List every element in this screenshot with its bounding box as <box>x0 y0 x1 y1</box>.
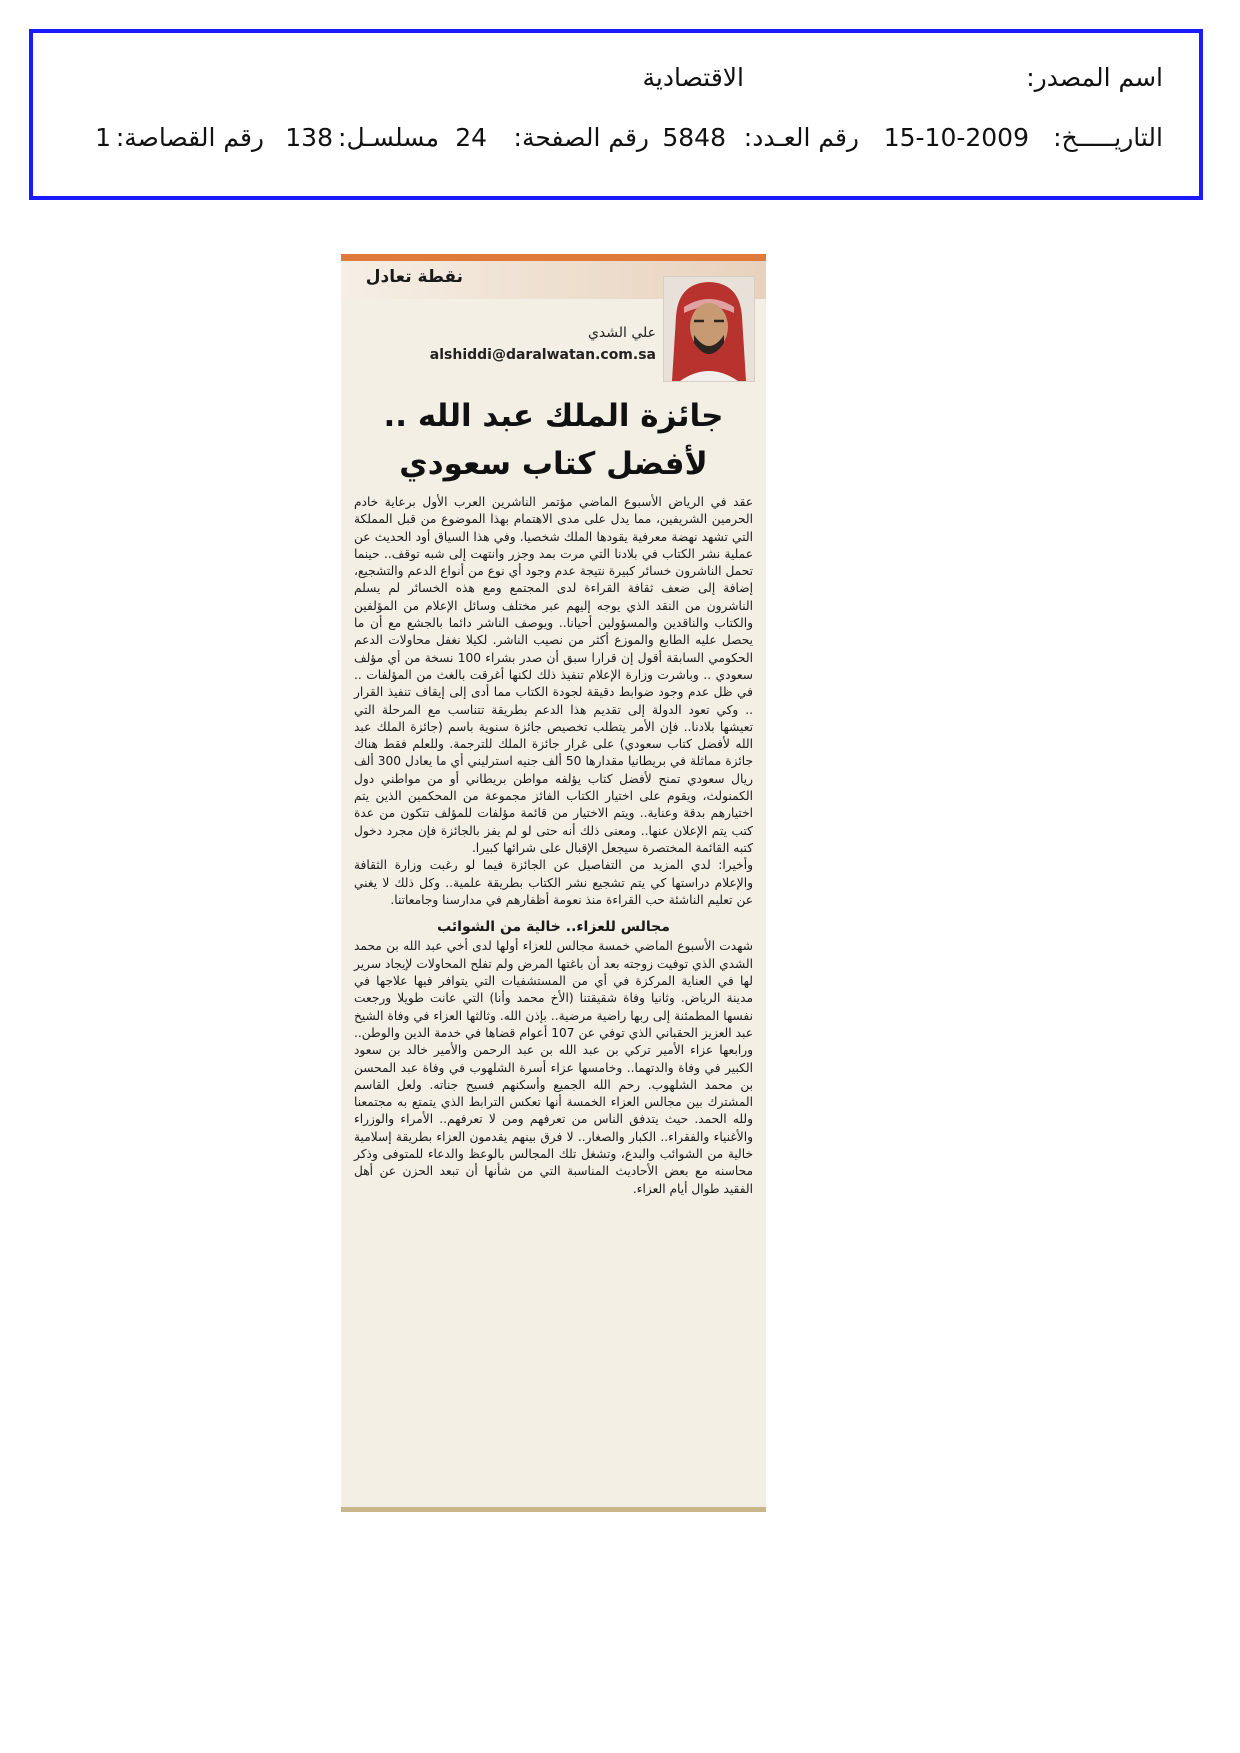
author-email: alshiddi@daralwatan.com.sa <box>429 347 656 363</box>
issue-value: 5848 <box>662 123 726 152</box>
metadata-row-source <box>33 63 1199 103</box>
source-label: اسم المصدر: <box>1026 63 1163 92</box>
issue-label: رقم العـدد: <box>743 123 859 152</box>
date-label: التاريـــــخ: <box>1053 123 1163 152</box>
metadata-row-details <box>33 123 1199 163</box>
article-paragraph: عقد في الرياض الأسبوع الماضي مؤتمر الناشرين العرب الأول برعاية خادم الحرمين الشريفين، مما يدل على مدى الاهتمام بهذا الموضوع من قبل المملكة التي تشهد نهضة معرفية يقودها الملك شخصيا. وفي هذا السياق أود الحديث عن عملية نشر الكتاب في بلادنا التي مرت بمد وجزر وانتهت إلى شبه توقف.. حينما تحمل الناشرون خسائر كبيرة نتيجة عدم وجود أي نوع من أنواع الدعم والتشجيع، إضافة إلى ضعف ثقافة القراءة لدى المجتمع ومع هذه الخسائر لم يسلم الناشرون من النقد الذي يوجه إليهم عبر مختلف وسائل الإعلام من المؤلفين والكتاب والناقدين والمسؤولين أحيانا.. ويوصف الناشر دائما بالجشع مع أن ما يحصل عليه الطابع والموزع أكثر من نصيب الناشر. لكيلا نغفل محاولات الدعم الحكومي السابقة أقول إن قرارا سبق أن صدر بشراء 100 نسخة من أي مؤلف سعودي .. وباشرت وزارة الإعلام تنفيذ ذلك لكنها أغرقت بالغث من المؤلفات .. في ظل عدم وجود ضوابط دقيقة لجودة الكتاب مما أدى إلى إيقاف تنفيذ القرار .. وكي تعود الدولة إلى تقديم هذا الدعم بطريقة تتناسب مع المرحلة التي تعيشها بلادنا.. فإن الأمر يتطلب تخصيص جائزة سنوية باسم (جائزة الملك عبد الله لأفضل كتاب سعودي) على غرار جائزة الملك للترجمة. وللعلم فقط هناك جائزة مماثلة في بريطانيا مقدارها 50 ألف جنيه استرليني أي ما يعادل 300 ألف ريال سعودي تمنح لأفضل كتاب يؤلفه مواطن بريطاني أو من مواطني دول الكمنولث، ويقوم على اختيار الكتاب الفائز مجموعة من المحكمين الذين يتم اختيارهم بدقة وعناية.. ويتم الاختيار من قائمة مؤلفات للمؤلف تتكون من عدة كتب يتم الإعلان عنها.. ومعنى ذلك أنه حتى لو لم يفز بالجائزة فإن مجرد دخول كتبه القائمة المختصرة سيجعل الإقبال على شرائها كبيرا. <box>354 495 754 855</box>
newspaper-clipping <box>341 254 766 1512</box>
author-photo <box>663 276 755 382</box>
article-headline <box>351 392 756 488</box>
source-value: الاقتصادية <box>642 63 744 92</box>
date-value: 15-10-2009 <box>883 123 1029 152</box>
clip-value: 1 <box>95 123 111 152</box>
clip-label: رقم القصاصة: <box>115 123 264 152</box>
page-label: رقم الصفحة: <box>513 123 649 152</box>
article-paragraph: شهدت الأسبوع الماضي خمسة مجالس للعزاء أولها لدى أخي عبد الله بن محمد الشدي الذي توفيت زوجته بعد أن باغتها المرض ولم تفلح المحاولات لإيجاد سرير لها في العناية المركزة في أي من المستشفيات التي يتوافر فيها علاجها في مدينة الرياض. وثانيا وفاة شقيقتنا (الأخ محمد وأنا) التي عانت طويلا ورجعت نفسها المطمئنة إلى ربها راضية مرضية.. بإذن الله. وثالثها العزاء في وفاة الشيخ عبد العزيز الحقباني الذي توفي عن 107 أعوام قضاها في خدمة الدين والوطن.. ورابعها عزاء الأمير تركي بن عبد الله بن عبد الرحمن والأمير خالد بن سعود الكبير في وفاة والدتهما.. وخامسها عزاء أسرة الشلهوب في وفاة عبد المحسن بن محمد الشلهوب. رحم الله الجميع وأسكنهم فسيح جناته. ولعل القاسم المشترك بين مجالس العزاء الخمسة أنها تعكس الترابط الذي يتمتع به مجتمعنا ولله الحمد. حيث يتدفق الناس من تعرفهم ومن لا تعرفهم.. الأمراء والوزراء والأغنياء والفقراء.. الكبار والصغار.. لا فرق بينهم يقدمون العزاء بطريقة إسلامية خالية من الشوائب والبدع، وتشغل تلك المجالس بالوعظ والدعاء للمتوفى وذكر محاسنه مع بعض الأحاديث المناسبة التي من شأنها أن تبعد الحزن عن أهل الفقيد طوال أيام العزاء. <box>354 939 754 1196</box>
author-name: علي الشدي <box>587 325 656 341</box>
article-subheading: مجالس للعزاء.. خالية من الشوائب <box>437 919 670 936</box>
clipping-bottom-rule <box>341 1507 766 1512</box>
column-name: نقطة تعادل <box>365 267 463 287</box>
clipping-top-rule <box>341 254 766 261</box>
serial-label: مسلسـل: <box>338 123 439 152</box>
headline-line-2: لأفضل كتاب سعودي <box>399 446 708 482</box>
page-value: 24 <box>455 123 487 152</box>
serial-value: 138 <box>285 123 333 152</box>
article-body <box>354 494 753 1198</box>
headline-line-1: جائزة الملك عبد الله .. <box>383 398 724 434</box>
clipping-metadata-box <box>29 29 1203 200</box>
article-paragraph: وأخيرا: لدي المزيد من التفاصيل عن الجائزة فيما لو رغبت وزارة الثقافة والإعلام دراستها كي يتم تشجيع نشر الكتاب بطريقة علمية.. وكل ذلك لا يغني عن تعليم الناشئة حب القراءة منذ نعومة أظفارهم في مدارسنا وجامعاتنا. <box>354 858 753 907</box>
